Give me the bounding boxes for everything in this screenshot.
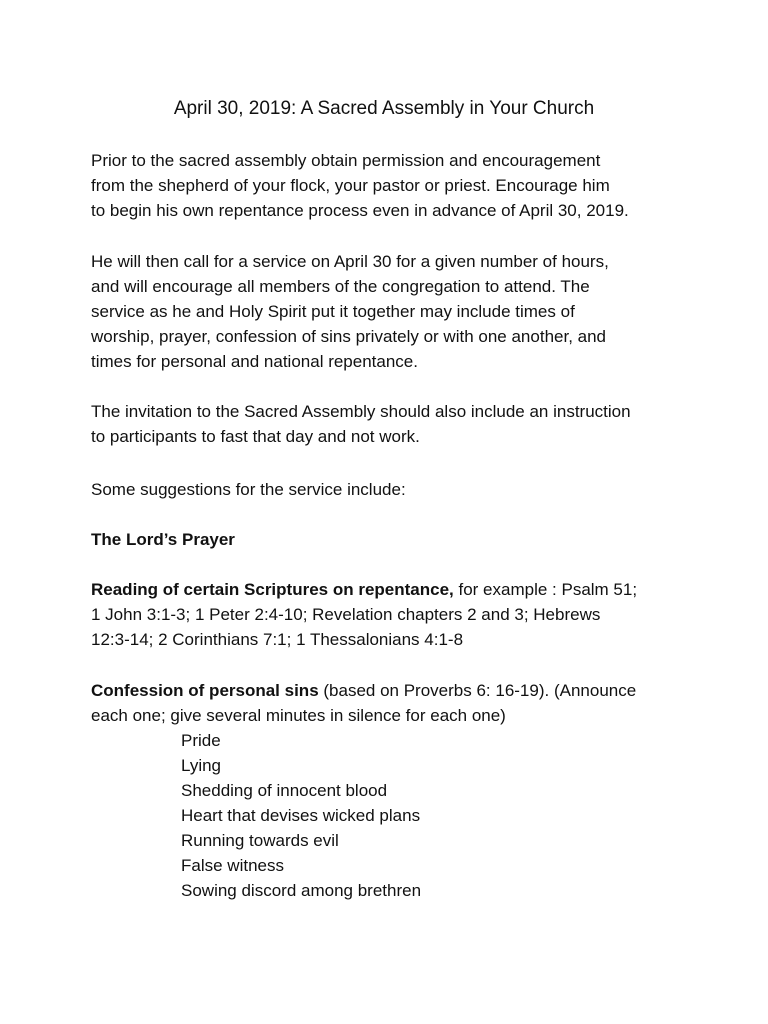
paragraph-line: to participants to fast that day and not work. [91, 427, 420, 446]
list-item: False witness [181, 856, 284, 875]
paragraph-line: and will encourage all members of the congregation to attend. The [91, 277, 590, 296]
confession-line-2: each one; give several minutes in silence for each one) [91, 706, 506, 725]
paragraph-line: He will then call for a service on April 30 for a given number of hours, [91, 252, 609, 271]
service-paragraph [91, 249, 691, 374]
paragraph-line: from the shepherd of your flock, your pastor or priest. Encourage him [91, 176, 610, 195]
scripture-line-3: 12:3-14; 2 Corinthians 7:1; 1 Thessalonians 4:1-8 [91, 630, 464, 649]
scripture-heading: Reading of certain Scriptures on repentance, [91, 580, 454, 599]
list-item: Running towards evil [181, 831, 339, 850]
list-item: Shedding of innocent blood [181, 781, 388, 800]
paragraph-line: service as he and Holy Spirit put it together may include times of [91, 302, 575, 321]
paragraph-line: The invitation to the Sacred Assembly should also include an instruction [91, 402, 631, 421]
scripture-line-1 [91, 577, 691, 602]
confession-heading: Confession of personal sins [91, 681, 319, 700]
permission-paragraph [91, 148, 691, 223]
scripture-example-text: for example : Psalm 51; [453, 580, 638, 599]
scripture-section [91, 577, 691, 652]
invitation-paragraph [91, 399, 691, 449]
list-item: Pride [181, 731, 221, 750]
sins-list [181, 728, 421, 903]
lords-prayer-heading: The Lord’s Prayer [91, 530, 235, 549]
confession-line-1 [91, 678, 691, 703]
paragraph-line: to begin his own repentance process even in advance of April 30, 2019. [91, 201, 629, 220]
paragraph-line: worship, prayer, confession of sins privately or with one another, and [91, 327, 607, 346]
confession-section [91, 678, 691, 728]
scripture-line-2: 1 John 3:1-3; 1 Peter 2:4-10; Revelation chapters 2 and 3; Hebrews [91, 605, 601, 624]
list-item: Lying [181, 756, 222, 775]
paragraph-line: Prior to the sacred assembly obtain permission and encouragement [91, 151, 601, 170]
document-title: April 30, 2019: A Sacred Assembly in Your Church [173, 98, 595, 119]
paragraph-line: times for personal and national repentance. [91, 352, 418, 371]
list-item: Sowing discord among brethren [181, 881, 422, 900]
suggestions-intro: Some suggestions for the service include: [91, 480, 406, 499]
confession-note: (based on Proverbs 6: 16-19). (Announce [318, 681, 637, 700]
list-item: Heart that devises wicked plans [181, 806, 421, 825]
